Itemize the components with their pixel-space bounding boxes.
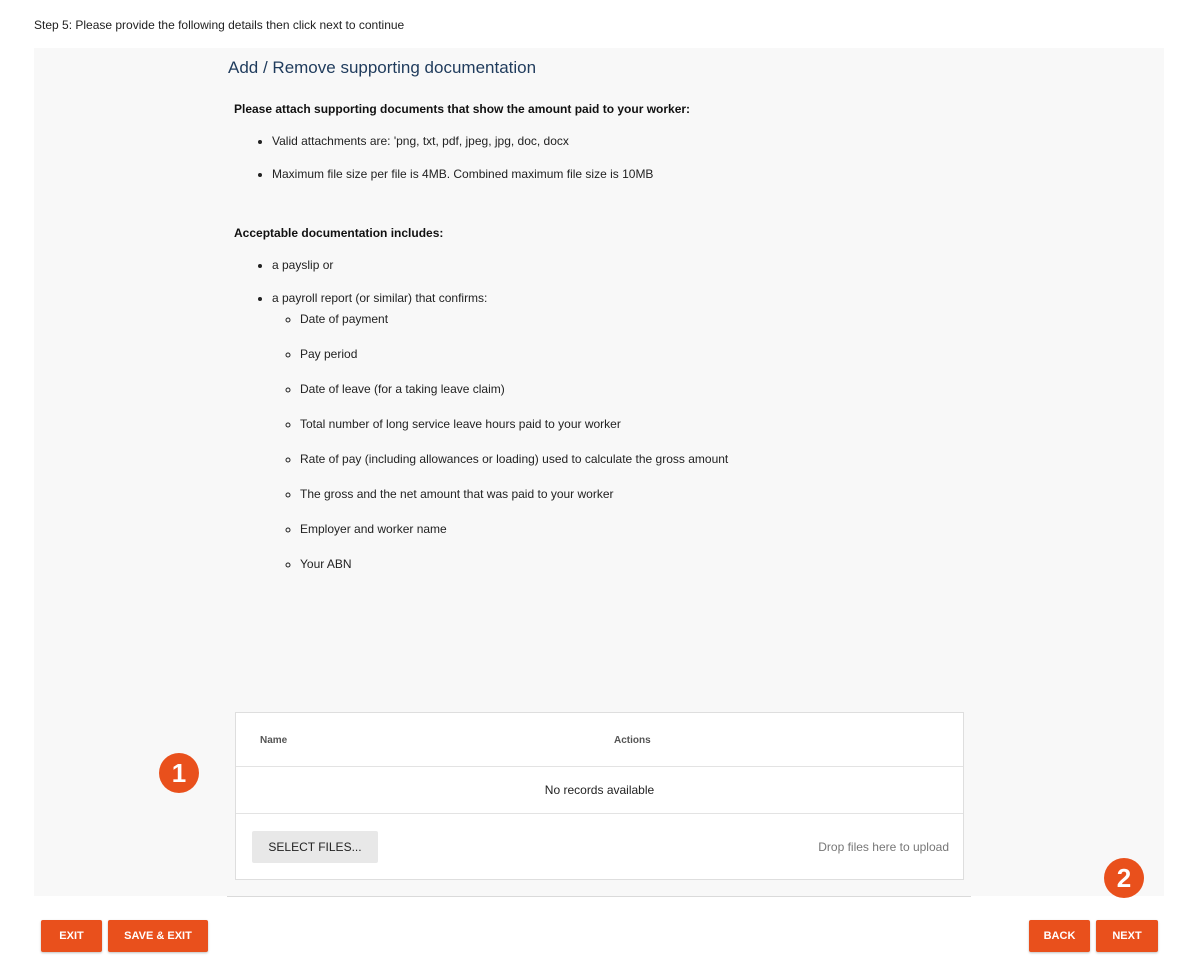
list-item bbox=[272, 291, 968, 572]
column-header-actions: Actions bbox=[614, 735, 651, 746]
list-item: ◦ Rate of pay (including allowances or loading) used to calculate the gross amount bbox=[300, 452, 968, 467]
list-item: ◦ Pay period bbox=[300, 347, 968, 362]
callout-badge-2: 2 bbox=[1104, 858, 1144, 898]
list-item: • Valid attachments are: 'png, txt, pdf, jpeg, jpg, doc, docx bbox=[272, 134, 968, 149]
acceptable-heading: Acceptable documentation includes: bbox=[234, 226, 444, 240]
section-title: Add / Remove supporting documentation bbox=[228, 58, 537, 77]
step-instruction: Step 5: Please provide the following details then click next to continue bbox=[34, 18, 405, 32]
payroll-confirms-list bbox=[272, 312, 968, 572]
save-and-exit-button[interactable]: SAVE & EXIT bbox=[108, 920, 208, 952]
documentation-section bbox=[228, 48, 968, 592]
back-button[interactable]: BACK bbox=[1029, 920, 1090, 952]
callout-badge-1: 1 bbox=[159, 753, 199, 793]
select-files-button[interactable]: SELECT FILES... bbox=[252, 831, 378, 863]
list-item: ◦ The gross and the net amount that was paid to your worker bbox=[300, 487, 968, 502]
list-item: • a payslip or bbox=[272, 258, 968, 273]
acceptable-list bbox=[228, 258, 968, 572]
next-button[interactable]: NEXT bbox=[1096, 920, 1158, 952]
list-item: ◦ Date of leave (for a taking leave claim) bbox=[300, 382, 968, 397]
attach-rules-list bbox=[228, 134, 968, 182]
list-item: ◦ Date of payment bbox=[300, 312, 968, 327]
exit-button[interactable]: EXIT bbox=[41, 920, 102, 952]
list-item: ◦ Your ABN bbox=[300, 557, 968, 572]
list-item: ◦ Employer and worker name bbox=[300, 522, 968, 537]
column-header-name: Name bbox=[260, 735, 288, 746]
list-item: • Maximum file size per file is 4MB. Combined maximum file size is 10MB bbox=[272, 167, 968, 182]
table-header bbox=[236, 713, 963, 767]
empty-state: No records available bbox=[236, 767, 963, 814]
list-item: ◦ Total number of long service leave hours paid to your worker bbox=[300, 417, 968, 432]
attach-heading: Please attach supporting documents that show the amount paid to your worker: bbox=[234, 102, 691, 116]
divider bbox=[227, 896, 971, 897]
form-panel bbox=[34, 48, 1164, 896]
list-item-label: a payroll report (or similar) that confirms: bbox=[272, 291, 488, 305]
drop-zone-hint[interactable]: Drop files here to upload bbox=[818, 840, 949, 854]
upload-table bbox=[235, 712, 964, 880]
